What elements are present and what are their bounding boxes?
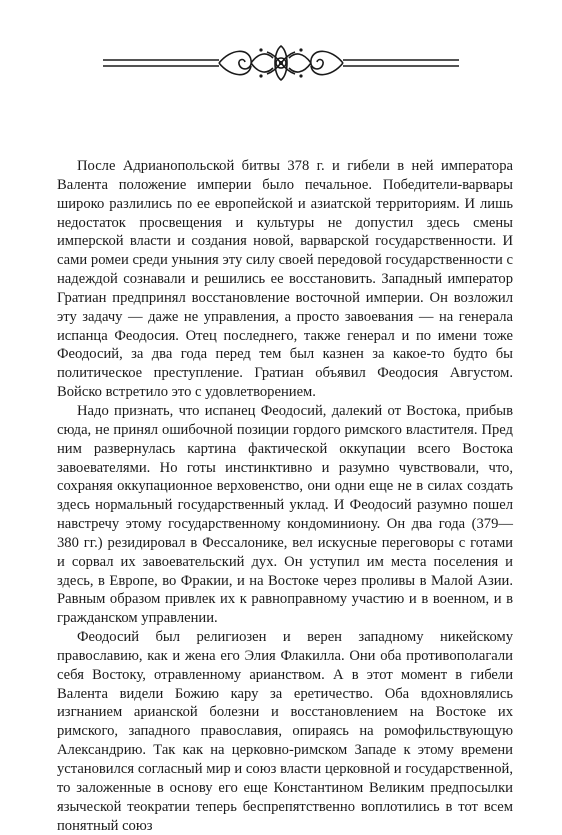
paragraph-3: Феодосий был религиозен и верен западному никейскому православию, как и жена его Элия Флакилла. Они оба противополагали себя Востоку, отравленному арианством. А в этот момент в гибели Валента видели Божию кару за еретичество. Оба вдохновлялись изгнанием арианской болезни и восстановлением на Востоке их римского, западного православия, опираясь на ромофильствующую Александрию. Так как на церковно-римском Западе к этому времени установился согласный мир и союз власти церковной и государственной, то заложенные в основу его еще Константином Великим предпосылки языческой теократии теперь беспрепятственно воплотились в тот всем понятный союз: [57, 629, 513, 834]
body-text: [57, 157, 513, 835]
ornamental-divider-icon: [101, 40, 461, 86]
paragraph-1: После Адрианопольской битвы 378 г. и гибели в ней императора Валента положение империи было печальное. Победители-варвары широко разлились по ее европейской и азиатской территориям. И лишь недостаток просвещения и культуры не допустил здесь смены имперской власти и создания новой, варварской государственности. И сами ромеи среди уныния эту силу своей передовой государственности с надеждой сознавали и решились ее восстановить. Западный император Гратиан предпринял восстановление восточной империи. Он возложил эту задачу — даже не управления, а просто завоевания — на генерала испанца Феодосия. Отец последнего, также генерал и по имени тоже Феодосий, за два года перед тем был казнен за какое-то будто бы политическое преступление. Гратиан объявил Феодосия Августом. Войско встретило это с удовлетворением.: [57, 158, 513, 401]
paragraph-2: Надо признать, что испанец Феодосий, далекий от Востока, прибыв сюда, не принял ошибочной позиции гордого римского властителя. Пред ним развернулась картина фактической оккупации всего Востока завоевателями. Но готы инстинктивно и разумно чувствовали, что, сохраняя оккупационное верховенство, они одни еще не в силах создать здесь нормальный государственный уклад. И Феодосий разумно пошел навстречу этому государственному кондоминиону. Он два года (379—380 гг.) резидировал в Фессалонике, вел искусные переговоры с готами и сорвал их завоевательский дух. Он уступил им места поселения и здесь, в Европе, во Фракии, и на Востоке через проливы в Малой Азии. Равным образом привлек их к равноправному участию и в военном, и в гражданском управлении.: [57, 402, 513, 627]
ornamental-header: [0, 40, 562, 86]
